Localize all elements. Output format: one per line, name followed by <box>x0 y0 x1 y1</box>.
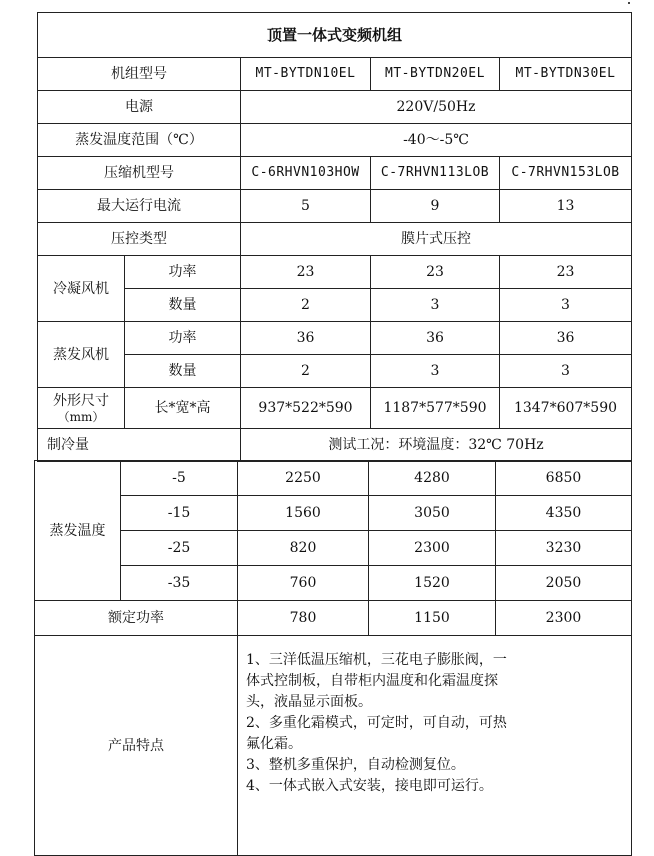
condenser-power-label: 功率 <box>125 256 241 289</box>
capacity-2-3: 4350 <box>496 496 632 531</box>
rated-power-1: 780 <box>238 601 369 636</box>
evaporator-fan-label: 蒸发风机 <box>38 322 125 388</box>
features-text <box>238 636 632 856</box>
features-line-5: 氟化霜。 <box>246 736 302 752</box>
capacity-temp-1: -5 <box>121 461 238 496</box>
dimensions-label-line1: 外形尺寸 <box>53 393 109 409</box>
max-current-3: 13 <box>500 190 632 223</box>
features-label: 产品特点 <box>35 636 238 856</box>
pressure-control-value: 膜片式压控 <box>241 223 632 256</box>
condenser-power-1: 23 <box>241 256 371 289</box>
features-line-3: 头，液晶显示面板。 <box>246 694 372 710</box>
capacity-temp-4: -35 <box>121 566 238 601</box>
compressor-row <box>38 157 632 190</box>
model-label: 机组型号 <box>38 58 241 91</box>
evap-temp-label: 蒸发温度 <box>35 461 121 601</box>
evaporator-qty-3: 3 <box>500 355 632 388</box>
capacity-3-3: 3230 <box>496 531 632 566</box>
capacity-2-1: 1560 <box>238 496 369 531</box>
evaporator-qty-row <box>38 355 632 388</box>
evap-range-label: 蒸发温度范围（℃） <box>38 124 241 157</box>
features-line-4: 2、多重化霜模式，可定时，可自动，可热 <box>246 715 507 731</box>
max-current-row <box>38 190 632 223</box>
dimensions-label <box>38 388 125 429</box>
evaporator-power-2: 36 <box>371 322 500 355</box>
table-title: 顶置一体式变频机组 <box>38 13 632 58</box>
evaporator-power-row <box>38 322 632 355</box>
capacity-1-3: 6850 <box>496 461 632 496</box>
capacity-1-2: 4280 <box>369 461 496 496</box>
rated-power-3: 2300 <box>496 601 632 636</box>
condenser-fan-label: 冷凝风机 <box>38 256 125 322</box>
dimensions-2: 1187*577*590 <box>371 388 500 429</box>
capacity-4-3: 2050 <box>496 566 632 601</box>
evaporator-qty-1: 2 <box>241 355 371 388</box>
power-supply-value: 220V/50Hz <box>241 91 632 124</box>
condenser-qty-3: 3 <box>500 289 632 322</box>
features-line-1: 1、三洋低温压缩机，三花电子膨胀阀，一 <box>246 652 507 668</box>
compressor-3: C-7RHVN153LOB <box>500 157 632 190</box>
title-row <box>38 13 632 58</box>
capacity-temp-3: -25 <box>121 531 238 566</box>
evaporator-power-1: 36 <box>241 322 371 355</box>
max-current-2: 9 <box>371 190 500 223</box>
dimensions-3: 1347*607*590 <box>500 388 632 429</box>
capacity-3-2: 2300 <box>369 531 496 566</box>
dimensions-row <box>38 388 632 429</box>
pressure-control-label: 压控类型 <box>38 223 241 256</box>
spec-table <box>37 12 632 462</box>
condenser-power-3: 23 <box>500 256 632 289</box>
features-line-2: 体式控制板，自带柜内温度和化霜温度探 <box>246 673 498 689</box>
condenser-qty-label: 数量 <box>125 289 241 322</box>
condenser-qty-1: 2 <box>241 289 371 322</box>
model-3: MT-BYTDN30EL <box>500 58 632 91</box>
max-current-1: 5 <box>241 190 371 223</box>
capacity-row-1 <box>35 461 632 496</box>
rated-power-row <box>35 601 632 636</box>
cooling-capacity-label: 制冷量 <box>38 429 241 462</box>
capacity-temp-2: -15 <box>121 496 238 531</box>
pressure-control-row <box>38 223 632 256</box>
compressor-2: C-7RHVN113LOB <box>371 157 500 190</box>
capacity-4-2: 1520 <box>369 566 496 601</box>
capacity-row-4 <box>35 566 632 601</box>
corner-mark <box>628 2 630 4</box>
power-supply-row <box>38 91 632 124</box>
cooling-capacity-row <box>38 429 632 462</box>
max-current-label: 最大运行电流 <box>38 190 241 223</box>
dimensions-sub-label: 长*宽*高 <box>125 388 241 429</box>
features-row <box>35 636 632 856</box>
features-line-6: 3、整机多重保护，自动检测复位。 <box>246 757 465 773</box>
rated-power-2: 1150 <box>369 601 496 636</box>
dimensions-1: 937*522*590 <box>241 388 371 429</box>
condenser-power-row <box>38 256 632 289</box>
evap-range-value: -40～-5℃ <box>241 124 632 157</box>
compressor-label: 压缩机型号 <box>38 157 241 190</box>
evap-range-row <box>38 124 632 157</box>
model-2: MT-BYTDN20EL <box>371 58 500 91</box>
rated-power-label: 额定功率 <box>35 601 238 636</box>
capacity-1-1: 2250 <box>238 461 369 496</box>
evaporator-power-3: 36 <box>500 322 632 355</box>
capacity-3-1: 820 <box>238 531 369 566</box>
compressor-1: C-6RHVN103HOW <box>241 157 371 190</box>
cooling-capacity-condition: 测试工况：环境温度：32℃ 70Hz <box>241 429 632 462</box>
power-supply-label: 电源 <box>38 91 241 124</box>
model-row <box>38 58 632 91</box>
capacity-2-2: 3050 <box>369 496 496 531</box>
capacity-row-3 <box>35 531 632 566</box>
evaporator-qty-label: 数量 <box>125 355 241 388</box>
condenser-qty-row <box>38 289 632 322</box>
condenser-power-2: 23 <box>371 256 500 289</box>
capacity-4-1: 760 <box>238 566 369 601</box>
model-1: MT-BYTDN10EL <box>241 58 371 91</box>
evaporator-qty-2: 3 <box>371 355 500 388</box>
condenser-qty-2: 3 <box>371 289 500 322</box>
capacity-table <box>34 460 632 856</box>
capacity-row-2 <box>35 496 632 531</box>
dimensions-label-line2: （mm） <box>57 410 105 424</box>
features-line-7: 4、一体式嵌入式安装，接电即可运行。 <box>246 778 493 794</box>
evaporator-power-label: 功率 <box>125 322 241 355</box>
